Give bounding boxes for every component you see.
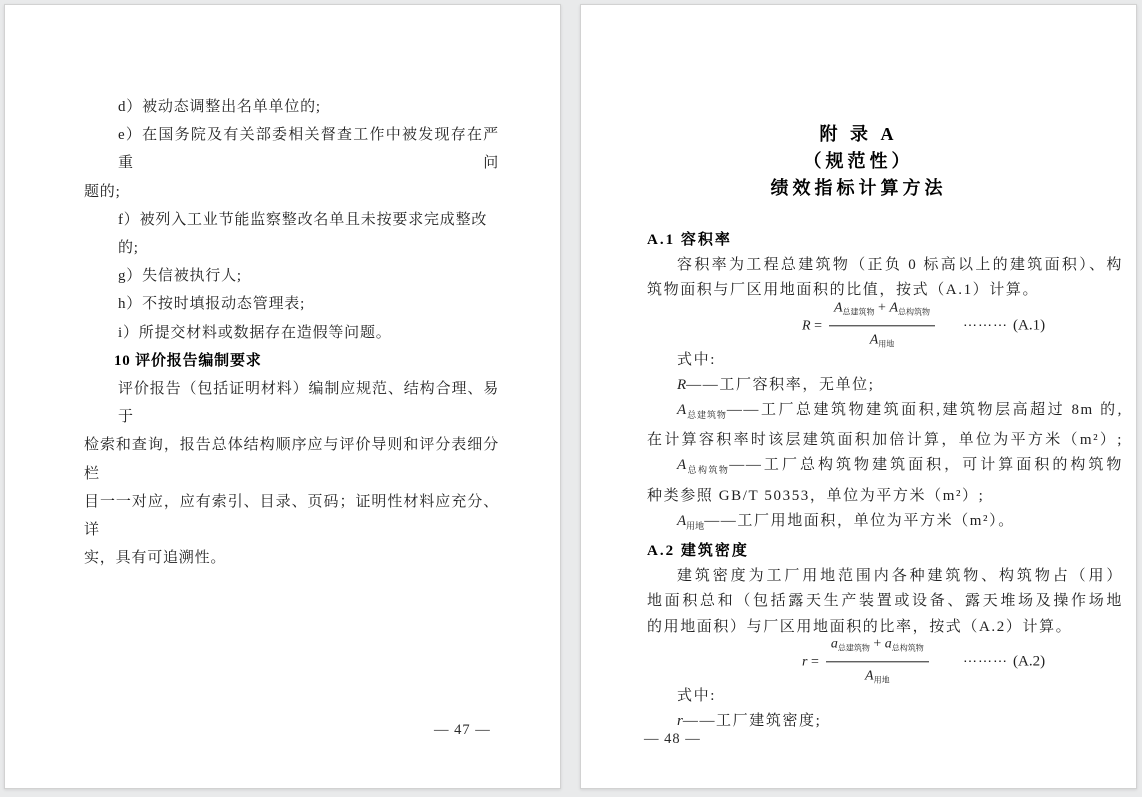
- math-subscript: 总建筑物: [842, 306, 875, 316]
- math-variable: A: [869, 332, 879, 348]
- page-48-body-text: [647, 228, 1123, 734]
- math-subscript: 总构筑物: [898, 306, 930, 316]
- fraction: [826, 631, 929, 692]
- text-line: [647, 373, 1123, 398]
- text-line: 题的;: [84, 183, 121, 200]
- math-subscript: 用地: [878, 339, 895, 349]
- text-segment: =: [807, 654, 819, 670]
- text-line: 的用地面积）与厂区用地面积的比率，按式（A.2）计算。: [647, 618, 1073, 635]
- math-variable: A: [677, 512, 687, 529]
- text-line: i）所提交材料或数据存在造假等问题。: [118, 324, 392, 341]
- denominator: [865, 662, 890, 692]
- math-subscript: 总建筑物: [686, 410, 727, 421]
- document-page-47: [4, 4, 561, 789]
- text-line: 式中:: [677, 351, 716, 368]
- section-heading: A.2 建筑密度: [647, 543, 749, 560]
- text-line: 检索和查询，报告总体结构顺序应与评价导则和评分表细分栏: [84, 437, 499, 482]
- text-line: [647, 509, 1123, 539]
- math-subscript: 总构筑物: [686, 465, 730, 476]
- text-segment: +: [869, 636, 885, 652]
- math-variable: R: [802, 318, 811, 333]
- formula-dots: ⋯⋯⋯: [963, 654, 1008, 670]
- formula-number: (A.1): [1013, 317, 1046, 334]
- math-variable: R: [677, 376, 687, 393]
- text-line: 容积率为工程总建筑物（正负 0 标高以上的建筑面积）、构: [677, 257, 1123, 274]
- text-line: f）被列入工业节能监察整改名单且未按要求完成整改的;: [118, 211, 488, 257]
- denominator: [870, 326, 895, 356]
- text-line: 式中:: [677, 687, 716, 704]
- numerator: [829, 295, 935, 326]
- math-variable: a: [830, 636, 838, 652]
- math-variable: A: [865, 668, 874, 684]
- text-line: 目一一对应，应有索引、目录、页码；证明性材料应充分、详: [84, 493, 499, 539]
- text-line: e）在国务院及有关部委相关督查工作中被发现存在严重问: [118, 127, 499, 172]
- text-line: d）被动态调整出名单单位的;: [118, 99, 321, 115]
- text-segment: =: [810, 318, 822, 333]
- text-line: g）失信被执行人;: [118, 268, 242, 285]
- text-line: 评价报告（包括证明材料）编制应规范、结构合理、易于: [118, 381, 499, 426]
- page-47-body-text: [84, 93, 499, 572]
- text-line: 地面积总和（包括露天生产装置或设备、露天堆场及操作场地: [647, 593, 1123, 610]
- formula-a1: [647, 299, 1123, 349]
- text-segment: ——工厂总构筑物建筑面积，可计算面积的构筑物: [729, 457, 1123, 474]
- math-variable: a: [884, 636, 892, 652]
- text-line: 在计算容积率时该层建筑面积加倍计算，单位为平方米（m²）;: [647, 432, 1123, 449]
- text-line: h）不按时填报动态管理表;: [118, 296, 306, 313]
- math-subscript: 总构筑物: [891, 643, 924, 653]
- fraction: [829, 295, 935, 356]
- page-number-48: — 48 —: [644, 731, 701, 747]
- math-variable: A: [677, 402, 687, 419]
- appendix-title-line-3: 绩效指标计算方法: [770, 178, 947, 198]
- appendix-title-line-1: 附 录 A: [819, 124, 898, 144]
- math-variable: A: [889, 299, 898, 315]
- math-subscript: 总建筑物: [837, 643, 870, 653]
- text-line: 筑物面积与厂区用地面积的比值，按式（A.1）计算。: [647, 282, 1040, 299]
- formula-expression: [802, 295, 935, 356]
- math-subscript: 用地: [873, 675, 890, 685]
- text-line: [647, 453, 1123, 483]
- page-number-47: — 47 —: [434, 722, 491, 738]
- math-variable: A: [833, 299, 843, 315]
- text-line: 种类参照 GB/T 50353，单位为平方米（m²）;: [647, 487, 985, 504]
- math-subscript: 用地: [686, 520, 705, 531]
- formula-lhs: [802, 649, 819, 674]
- text-line: [647, 398, 1123, 428]
- text-segment: ——工厂容积率，无单位;: [686, 376, 875, 393]
- section-heading: A.1 容积率: [647, 232, 732, 248]
- text-segment: ——工厂总建筑物建筑面积,建筑物层高超过 8m 的,: [726, 402, 1123, 419]
- text-segment: ——工厂用地面积，单位为平方米（m²）。: [704, 512, 1015, 529]
- formula-dots: ⋯⋯⋯: [963, 318, 1008, 334]
- formula-expression: [802, 631, 929, 692]
- text-segment: +: [874, 299, 890, 315]
- math-variable: A: [677, 457, 687, 474]
- appendix-title: [581, 121, 1136, 202]
- text-segment: ——工厂建筑密度;: [682, 713, 822, 730]
- numerator: [826, 631, 929, 662]
- math-variable: r: [677, 713, 683, 730]
- appendix-title-line-2: （规范性）: [803, 151, 914, 171]
- formula-number: (A.2): [1013, 653, 1046, 670]
- text-line: [647, 709, 1123, 734]
- formula-lhs: [802, 313, 822, 338]
- text-line: 实，具有可追溯性。: [84, 550, 227, 567]
- document-page-48: [580, 4, 1137, 789]
- text-line: 建筑密度为工厂用地范围内各种建筑物、构筑物占（用）: [677, 568, 1123, 585]
- section-heading: 10 评价报告编制要求: [114, 352, 262, 369]
- formula-a2: [647, 636, 1123, 685]
- math-variable: r: [802, 654, 808, 670]
